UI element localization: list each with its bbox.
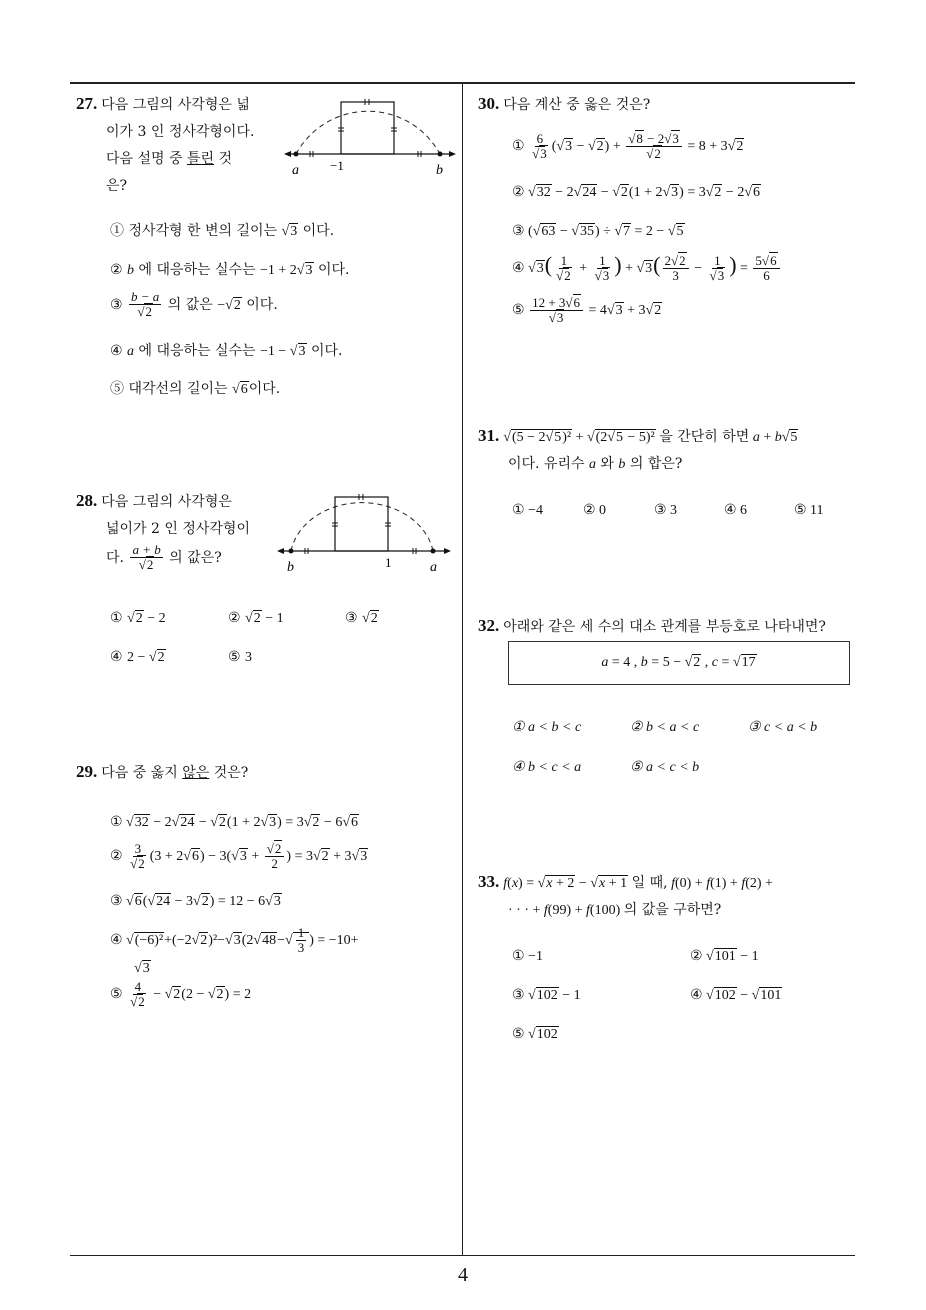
question-number: 27. [76,94,98,113]
question-27 [76,90,276,200]
question-text: 것 [214,151,233,167]
label-b: b [287,560,294,575]
question-text: 이가 3 인 정사각형이다. [106,124,255,140]
q29-option-3[interactable]: ③ √6(√24 − 3√2) = 12 − 6√3 [110,894,281,909]
q30-option-4[interactable]: ④ √3( $\frac{1}{√2}$ + $\frac{1}{√3}$ ) + √3( $\frac{2√2}{3}$ − $\frac{1}{√3}$ ) = $\frac{5√6}{6}$ [512,252,782,284]
q30-option-2[interactable]: ② √32 − 2√24 − √2(1 + 2√3) = 3√2 − 2√6 [512,185,761,200]
q29-option-2[interactable]: ② $\frac{3}{√2}$ (3 + 2√6) − 3(√3 + $\frac{√2}{2}$ ) = 3√2 + 3√3 [110,841,368,872]
question-text: 은? [106,178,128,194]
question-text: 다음 그림의 사각형은 [101,494,232,510]
question-text: 것은? [209,765,249,781]
q32-boxed-values: a = 4 , b = 5 − √2 , c = √17 [508,641,850,685]
q29-option-5[interactable]: ⑤ $\frac{4}{√2}$ − √2(2 − √2) = 2 [110,979,252,1010]
q28-option-1[interactable]: ① √2 − 2 [110,610,166,626]
q31-option-1[interactable]: ① −4 [512,503,543,518]
label-a: a [430,560,437,575]
question-text: 넓이가 2 인 정사각형이 [106,521,250,537]
q28-option-3[interactable]: ③ √2 [345,610,378,626]
q27-option-5[interactable]: ⑤ 대각선의 길이는 √6이다. [110,381,281,397]
question-number: 30. [478,94,500,113]
question-32 [478,612,868,641]
q29-option-4-cont: √3 [134,961,150,976]
q28-option-5[interactable]: ⑤ 3 [228,649,253,665]
q32-option-1[interactable]: ① a < b < c [512,720,582,735]
q33-option-4[interactable]: ④ √102 − √101 [690,988,782,1003]
q31-option-4[interactable]: ④ 6 [724,503,748,518]
number-line-figure-27 [280,90,460,180]
question-number: 31. [478,426,500,445]
page-number: 4 [458,1264,468,1286]
q32-option-5[interactable]: ⑤ a < c < b [630,760,700,775]
question-text: 다음 계산 중 옳은 것은? [503,97,651,113]
question-text: 다음 설명 중 [106,151,187,167]
q27-option-4[interactable]: ④ a 에 대응하는 실수는 −1 − √3 이다. [110,343,343,359]
q29-option-1[interactable]: ① √32 − 2√24 − √2(1 + 2√3) = 3√2 − 6√6 [110,815,359,830]
q30-option-3[interactable]: ③ (√63 − √35) ÷ √7 = 2 − √5 [512,224,684,239]
question-28: 28. 다음 그림의 사각형은 넓이가 2 인 정사각형이 다. $\frac{a + b}{√2}$ 의 값은? [76,487,276,573]
q31-option-3[interactable]: ③ 3 [654,503,678,518]
q27-option-1[interactable]: ① 정사각형 한 변의 길이는 √3 이다. [110,223,335,239]
q30-option-5[interactable]: ⑤ $\frac{12 + 3√6}{√3}$ = 4√3 + 3√2 [512,295,662,326]
q31-option-5[interactable]: ⑤ 11 [794,503,824,518]
label-a: a [292,163,299,178]
question-text: 아래와 같은 세 수의 대소 관계를 부등호로 나타내면? [503,619,826,635]
q30-option-1[interactable]: ① $\frac{6}{√3}$ (√3 − √2) + $\frac{√8 - 2√3}{√2}$ = 8 + 3√2 [512,131,744,162]
q28-option-2[interactable]: ② √2 − 1 [228,610,284,626]
question-31: 31. √(5 − 2√5)² + √(2√5 − 5)² 을 간단히 하면 a + b√5 이다. 유리수 a 와 b 의 합은? [478,426,798,472]
column-divider [462,82,463,1256]
question-number: 32. [478,616,500,635]
q31-option-2[interactable]: ② 0 [583,503,607,518]
q32-option-4[interactable]: ④ b < c < a [512,760,582,775]
q33-option-1[interactable]: ① −1 [512,949,543,964]
question-33: 33. f(x) = √x + 2 − √x + 1 일 때, f(0) + f(1) + f(2) + · · · + f(99) + f(100) 의 값을 구하면? [478,872,773,918]
q32-option-3[interactable]: ③ c < a < b [748,720,818,735]
question-number: 28. [76,491,98,510]
number-line-figure-28 [275,485,455,577]
q27-option-2[interactable]: ② b 에 대응하는 실수는 −1 + 2√3 이다. [110,262,350,278]
q28-option-4[interactable]: ④ 2 − √2 [110,649,165,665]
question-text: 다음 중 옳지 [101,765,183,781]
question-29 [76,758,456,787]
q27-option-3[interactable]: ③ $\frac{b - a}{√2}$ 의 값은 −√2 이다. [110,289,278,320]
question-number: 33. [478,872,500,891]
label-tick: −1 [330,158,344,173]
underlined-text: 틀린 [186,151,215,167]
underlined-text: 않은 [182,765,210,781]
q33-option-3[interactable]: ③ √102 − 1 [512,988,581,1003]
question-text: 다음 그림의 사각형은 넓 [101,97,250,113]
question-number: 29. [76,762,98,781]
q33-option-5[interactable]: ⑤ √102 [512,1027,558,1042]
label-tick: 1 [385,555,392,570]
question-30 [478,90,858,119]
q29-option-4[interactable]: ④ √(−6)²+(−2√2)²−√3(2√48−√ $\frac{1}{3}$ ) = −10+ [110,925,359,956]
q33-option-2[interactable]: ② √101 − 1 [690,949,759,964]
q32-option-2[interactable]: ② b < a < c [630,720,700,735]
label-b: b [436,163,443,178]
bottom-rule [70,1255,855,1256]
